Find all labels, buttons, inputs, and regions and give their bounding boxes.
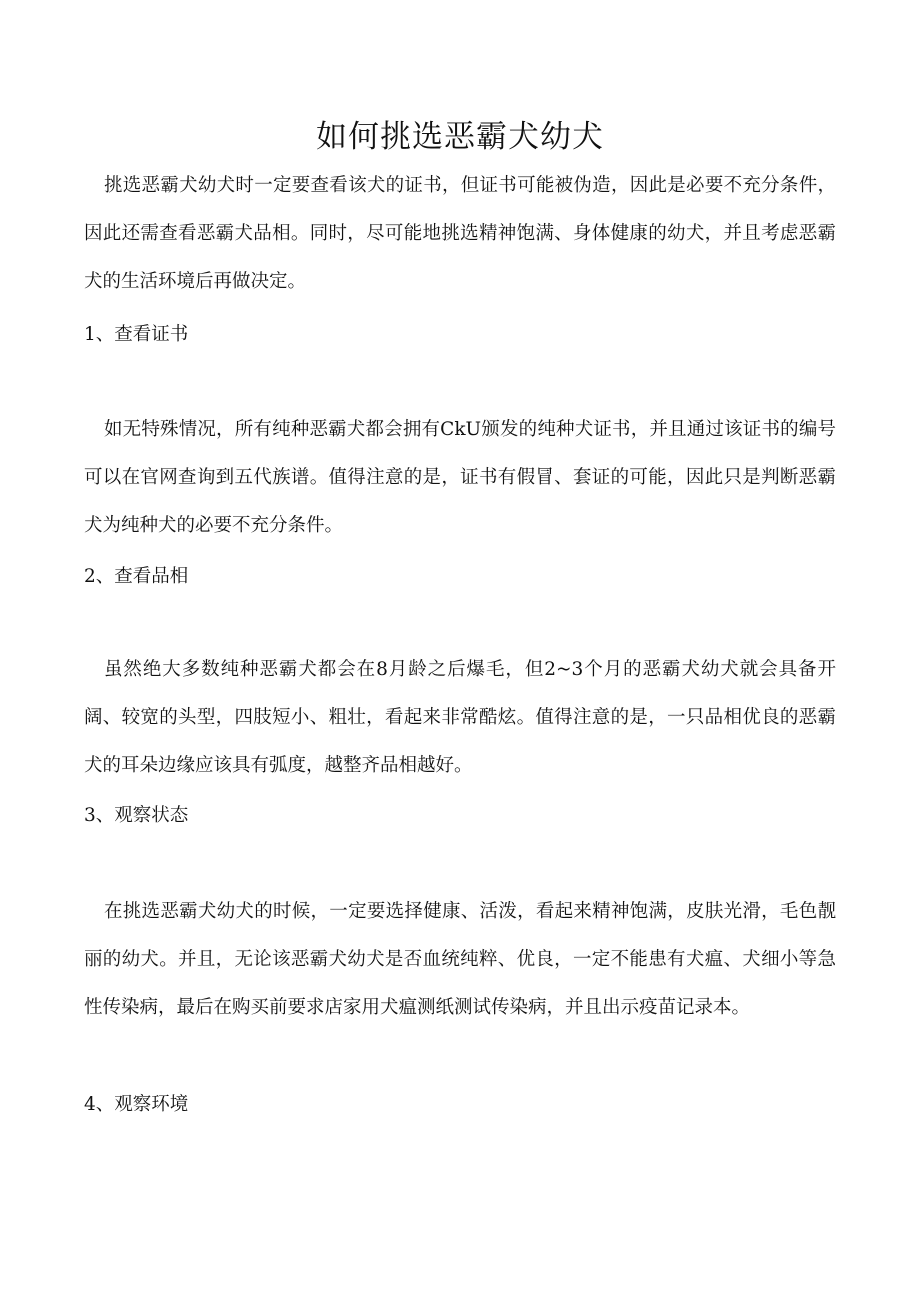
intro-paragraph: 挑选恶霸犬幼犬时一定要查看该犬的证书，但证书可能被伪造，因此是必要不充分条件，因此还需查看恶霸犬品相。同时，尽可能地挑选精神饱满、身体健康的幼犬，并且考虑恶霸犬的生活环境后再做决定。 xyxy=(84,175,836,292)
section-heading-certificate: 1、查看证书 xyxy=(84,324,189,345)
section-heading-condition: 3、观察状态 xyxy=(84,805,189,826)
document-title: 如何挑选恶霸犬幼犬 xyxy=(316,119,604,155)
section-body-certificate: 如无特殊情况，所有纯种恶霸犬都会拥有CkU颁发的纯种犬证书，并且通过该证书的编号可以在官网查询到五代族谱。值得注意的是，证书有假冒、套证的可能，因此只是判断恶霸犬为纯种犬的必要不充分条件。 xyxy=(84,419,836,536)
section-heading-appearance: 2、查看品相 xyxy=(84,566,189,587)
section-body-appearance: 虽然绝大多数纯种恶霸犬都会在8月龄之后爆毛，但2~3个月的恶霸犬幼犬就会具备开阔、较宽的头型，四肢短小、粗壮，看起来非常酷炫。值得注意的是，一只品相优良的恶霸犬的耳朵边缘应该具有弧度，越整齐品相越好。 xyxy=(84,659,836,776)
section-body-condition: 在挑选恶霸犬幼犬的时候，一定要选择健康、活泼，看起来精神饱满，皮肤光滑，毛色靓丽的幼犬。并且，无论该恶霸犬幼犬是否血统纯粹、优良，一定不能患有犬瘟、犬细小等急性传染病，最后在购买前要求店家用犬瘟测纸测试传染病，并且出示疫苗记录本。 xyxy=(84,901,836,1018)
section-heading-environment: 4、观察环境 xyxy=(84,1094,189,1115)
